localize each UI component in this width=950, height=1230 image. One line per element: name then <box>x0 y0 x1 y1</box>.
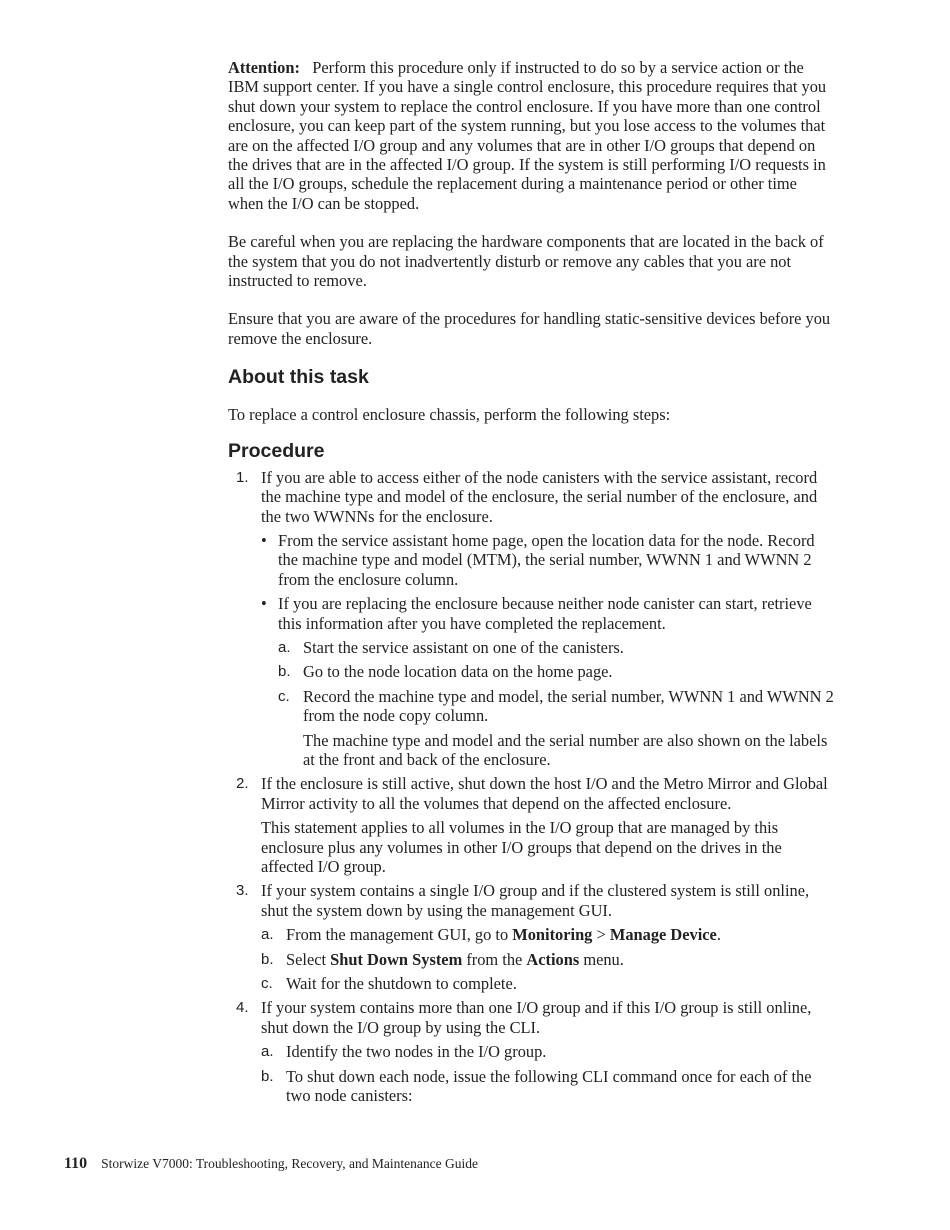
step-note: This statement applies to all volumes in the I/O group that are managed by this enclosure plus any volumes in other I/O groups that depend on the drives in the affected I/O group. <box>261 818 782 876</box>
about-heading: About this task <box>228 366 369 389</box>
substep-a <box>261 925 834 944</box>
step-number: 1. <box>236 468 249 486</box>
page-content <box>228 58 834 1110</box>
substep-letter: a. <box>278 638 291 656</box>
substep-text <box>286 925 834 944</box>
step-3 <box>228 881 834 993</box>
shut-down-system-term: Shut Down System <box>330 949 463 969</box>
substep-text: Start the service assistant on one of the canisters. <box>303 637 624 657</box>
substep-letter: a. <box>261 1043 274 1061</box>
bullet-text: From the service assistant home page, open the location data for the node. Record the machine type and model (MTM), the serial number, WWNN 1 and WWNN 2 from the enclosure column. <box>278 530 815 589</box>
ensure-paragraph: Ensure that you are aware of the procedures for handling static-sensitive devices before you remove the enclosure. <box>228 309 831 348</box>
substep-b <box>278 662 834 681</box>
page-number: 110 <box>64 1155 88 1172</box>
bullet-item <box>261 531 834 589</box>
bullet-mark: • <box>261 530 267 550</box>
substep-text-part: . <box>716 925 721 945</box>
step-number: 4. <box>236 999 249 1017</box>
substep-b <box>261 950 834 969</box>
attention-paragraph <box>228 58 834 213</box>
substep-letter: b. <box>261 1067 274 1085</box>
substep-list <box>261 925 834 993</box>
substep-text-part: menu. <box>579 949 624 969</box>
step-text: If your system contains more than one I/O group and if this I/O group is still online, shut down the I/O group by using the CLI. <box>261 998 812 1037</box>
substep-text-part: From the management GUI, go to <box>286 925 513 945</box>
substep-text: Wait for the shutdown to complete. <box>286 974 517 994</box>
procedure-steps <box>228 468 834 1106</box>
step-text: If your system contains a single I/O group and if the clustered system is still online, shut the system down by using the management GUI. <box>261 881 810 920</box>
substep-c <box>261 974 834 993</box>
procedure-heading: Procedure <box>228 439 325 462</box>
bullet-item <box>261 594 834 769</box>
step-1 <box>228 468 834 770</box>
step-4 <box>228 998 834 1105</box>
page-footer <box>64 1155 478 1173</box>
substep-letter: a. <box>261 926 274 944</box>
substep-text-part: Select <box>286 949 331 969</box>
step-number: 3. <box>236 882 249 900</box>
substep-letter: c. <box>261 975 273 993</box>
substep-a <box>278 638 834 657</box>
substep-letter: b. <box>278 663 291 681</box>
menu-path-manage-device: Manage Device <box>609 925 717 945</box>
document-title: Storwize V7000: Troubleshooting, Recovery, and Maintenance Guide <box>101 1156 478 1171</box>
attention-label: Attention: <box>228 58 300 77</box>
substep-text: Identify the two nodes in the I/O group. <box>286 1042 547 1062</box>
menu-path-separator: > <box>592 925 610 945</box>
bullet-mark: • <box>261 594 267 614</box>
substep-letter: b. <box>261 950 274 968</box>
attention-text: Perform this procedure only if instructed to do so by a service action or the IBM support center. If you have a single control enclosure, this procedure requires that you shut down your system to replace the control enclosure. If you have more than one control enclosure, you can keep part of the system running, but you lose access to the volumes that are on the affected I/O group and any volumes that are in other I/O groups that depend on the drives that are in the affected I/O group. If the system is still performing I/O requests in all the I/O groups, schedule the replacement during a maintenance period or other time when the I/O can be stopped. <box>228 58 827 213</box>
careful-paragraph: Be careful when you are replacing the hardware components that are located in the back of the system that you do not inadvertently disturb or remove any cables that you are not instructed to remove. <box>228 232 824 291</box>
bullet-list <box>261 531 834 769</box>
step-2 <box>228 774 834 876</box>
substep-text: To shut down each node, issue the following CLI command once for each of the two node canisters: <box>286 1066 812 1106</box>
substep-a <box>261 1042 834 1061</box>
substep-text: Record the machine type and model, the serial number, WWNN 1 and WWNN 2 from the node copy column. <box>303 686 834 726</box>
substep-text: Go to the node location data on the home page. <box>303 662 613 682</box>
step-text: If the enclosure is still active, shut down the host I/O and the Metro Mirror and Global Mirror activity to all the volumes that depend on the affected enclosure. <box>261 774 828 813</box>
substep-letter: c. <box>278 687 290 705</box>
substep-note: The machine type and model and the serial number are also shown on the labels at the front and back of the enclosure. <box>303 730 828 769</box>
substep-c <box>278 687 834 770</box>
substep-text-part: from the <box>462 949 527 969</box>
menu-path-monitoring: Monitoring <box>512 925 593 945</box>
actions-term: Actions <box>526 949 580 969</box>
step-number: 2. <box>236 775 249 793</box>
substep-list <box>278 638 834 769</box>
substep-b <box>261 1067 834 1106</box>
substep-text <box>286 950 834 969</box>
about-text: To replace a control enclosure chassis, perform the following steps: <box>228 405 671 425</box>
step-text: If you are able to access either of the node canisters with the service assistant, record the machine type and model of the enclosure, the serial number of the enclosure, and the two WWNNs for the enclosure. <box>261 467 818 526</box>
bullet-text: If you are replacing the enclosure because neither node canister can start, retrieve this information after you have completed the replacement. <box>278 594 812 633</box>
substep-list <box>261 1042 834 1105</box>
